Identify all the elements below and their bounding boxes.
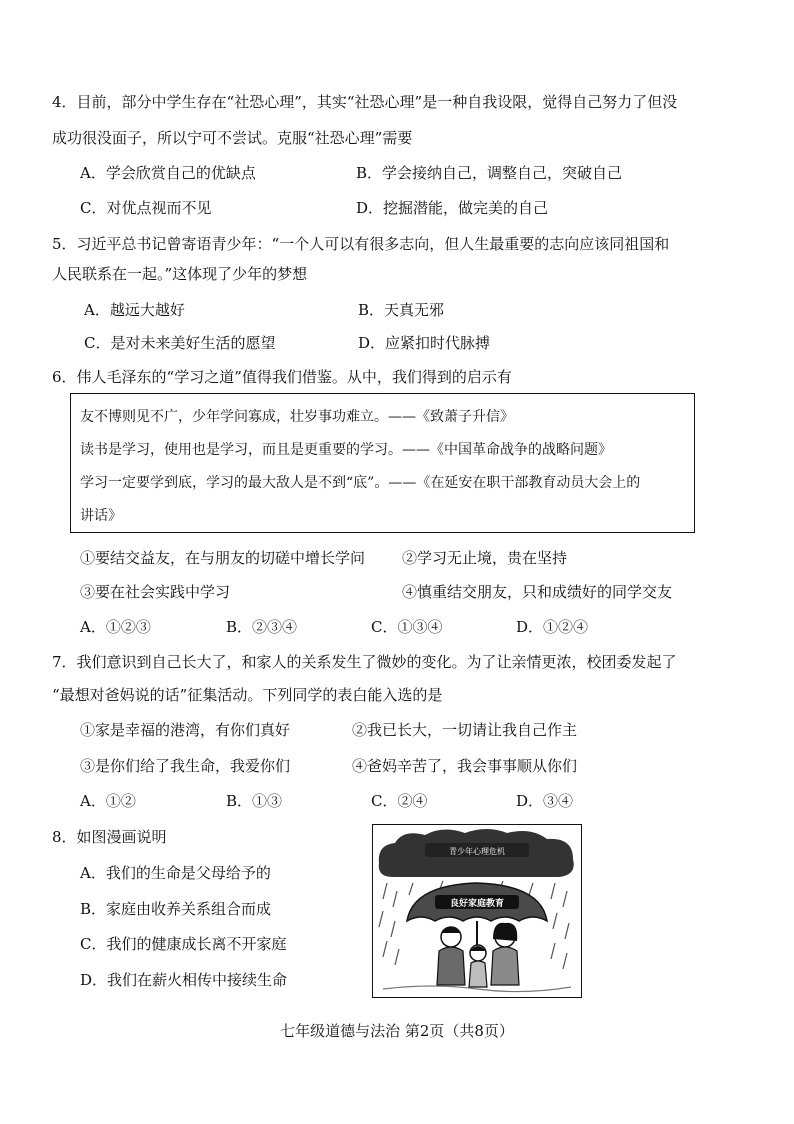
q7-stem-line2: “最想对爸妈说的话”征集活动。下列同学的表白能入选的是 [52,686,443,704]
q6-option-d: D．①②④ [516,618,589,636]
q7-option-a: A．①② [80,792,136,810]
quote-1: 友不博则见不广，少年学问寡成，壮岁事功难立。——《致萧子升信》 [80,409,514,425]
q7-option-d: D．③④ [516,792,574,810]
quote-2: 读书是学习，使用也是学习，而且是更重要的学习。——《中国革命战争的战略问题》 [80,442,612,458]
q7-statement-1: ①家是幸福的港湾，有你们真好 [80,721,291,739]
child-figure-icon [469,945,487,987]
q7-option-c: C．②④ [371,792,428,810]
umbrella-label: 良好家庭教育 [449,899,505,909]
quote-4: 讲话》 [80,508,122,524]
q8-option-b: B．家庭由收养关系组合而成 [80,900,272,918]
cartoon-illustration [372,824,582,998]
q6-statement-4: ④慎重结交朋友，只和成绩好的同学交友 [402,583,673,601]
q4-option-c: C．对优点视而不见 [80,199,212,217]
q4-option-a: A．学会欣赏自己的优缺点 [80,164,256,182]
father-figure-icon [437,927,465,985]
q4-stem-line2: 成功很没面子，所以宁可不尝试。克服“社恐心理”需要 [52,129,413,147]
q6-statement-2: ②学习无止境，贵在坚持 [402,549,568,567]
page-footer: 七年级道德与法治 第2页（共8页） [280,1022,514,1040]
q5-option-b: B．天真无邪 [358,301,445,319]
q8-option-d: D．我们在薪火相传中接续生命 [80,971,288,989]
q4-stem-line1: 4．目前，部分中学生存在“社恐心理”，其实“社恐心理”是一种自我设限，觉得自己努力了但没 [52,93,678,111]
quote-3: 学习一定要学到底，学习的最大敌人是不到“底”。——《在延安在职干部教育动员大会上的 [80,475,641,491]
q6-option-b: B．②③④ [226,618,298,636]
q6-statement-1: ①要结交益友，在与朋友的切磋中增长学问 [80,549,366,567]
cartoon-drawing [373,825,580,996]
q6-option-a: A．①②③ [80,618,151,636]
q7-option-b: B．①③ [226,792,283,810]
q5-option-c: C．是对未来美好生活的愿望 [84,334,276,352]
q5-option-a: A．越远大越好 [84,301,185,319]
q7-statement-4: ④爸妈辛苦了，我会事事顺从你们 [352,757,578,775]
q8-option-a: A．我们的生命是父母给予的 [80,864,271,882]
q8-stem: 8．如图漫画说明 [52,828,167,846]
q7-statement-3: ③是你们给了我生命，我爱你们 [80,757,291,775]
q8-option-c: C．我们的健康成长离不开家庭 [80,935,287,953]
cloud-label: 青少年心理危机 [449,847,505,856]
q4-option-d: D．挖掘潜能，做完美的自己 [356,199,549,217]
q7-statement-2: ②我已长大，一切请让我自己作主 [352,721,578,739]
mother-figure-icon [491,923,519,985]
q6-option-c: C．①③④ [371,618,443,636]
q4-option-b: B．学会接纳自己，调整自己，突破自己 [356,164,623,182]
q5-option-d: D．应紧扣时代脉搏 [358,334,491,352]
q5-stem-line2: 人民联系在一起。”这体现了少年的梦想 [52,265,308,283]
q5-stem-line1: 5．习近平总书记曾寄语青少年：“一个人可以有很多志向，但人生最重要的志向应该同祖国和 [52,235,670,253]
q6-statement-3: ③要在社会实践中学习 [80,583,231,601]
q7-stem-line1: 7．我们意识到自己长大了，和家人的关系发生了微妙的变化。为了让亲情更浓，校团委发起了 [52,653,677,671]
q6-stem: 6．伟人毛泽东的“学习之道”值得我们借鉴。从中，我们得到的启示有 [52,368,512,386]
